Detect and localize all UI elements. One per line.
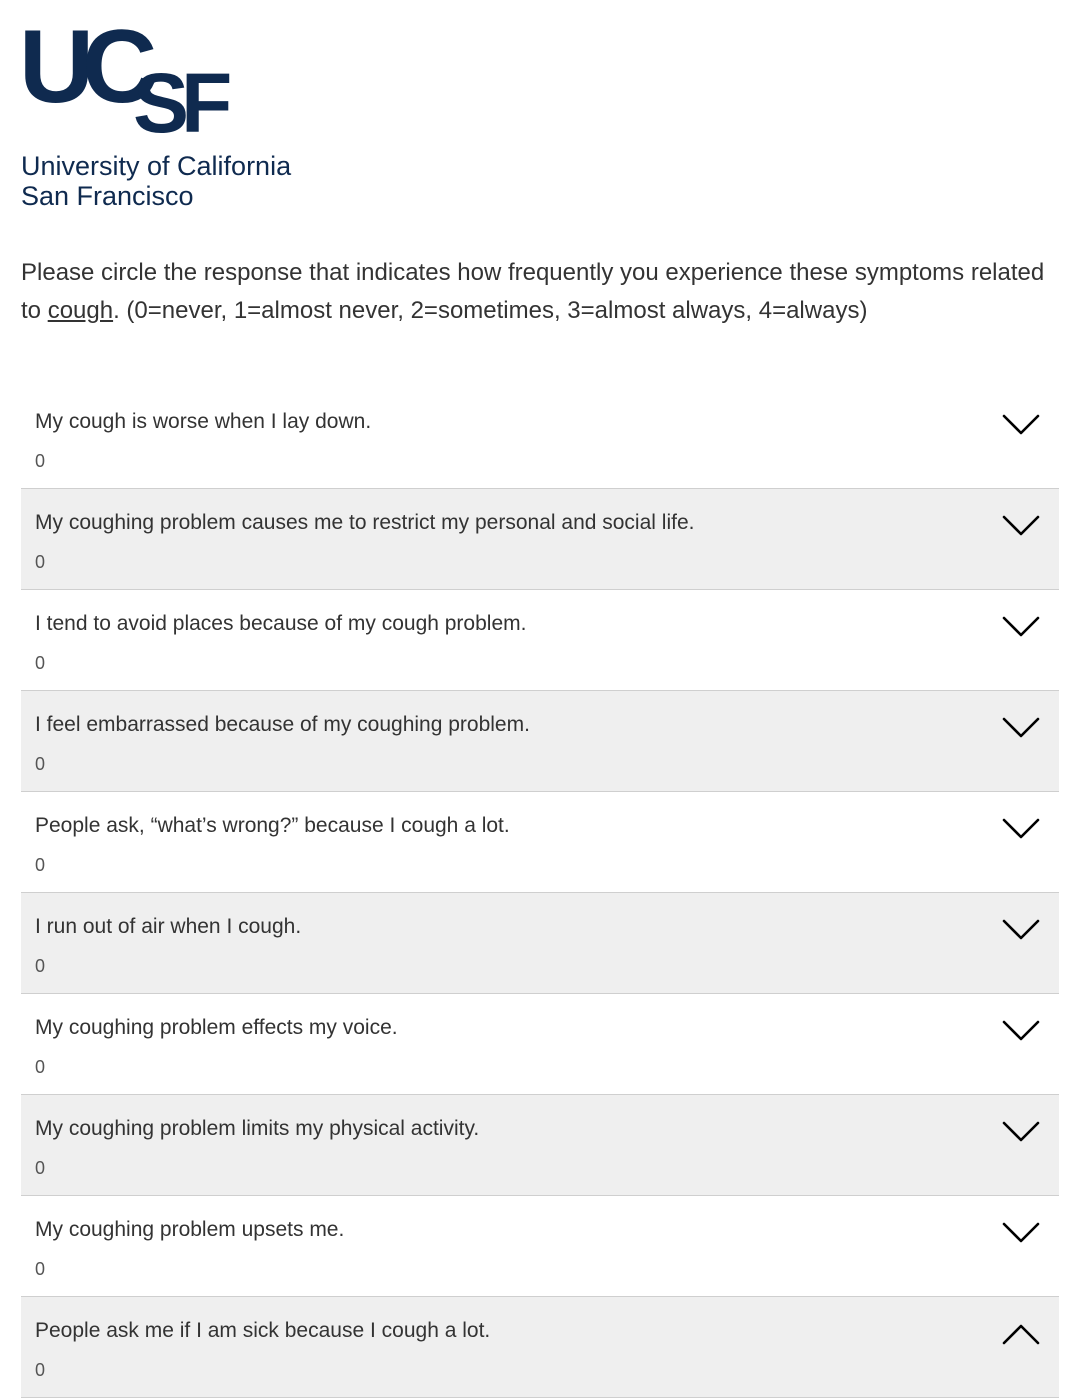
question-label: My coughing problem limits my physical activity. xyxy=(35,1117,480,1140)
question-value: 0 xyxy=(35,855,46,875)
question-item[interactable] xyxy=(21,1095,1059,1196)
chevron-down-icon[interactable] xyxy=(1002,1020,1040,1042)
ucsf-logo-mark xyxy=(19,9,261,150)
logo-campus-line: San Francisco xyxy=(21,181,194,211)
question-label: I run out of air when I cough. xyxy=(35,915,302,938)
chevron-down-icon[interactable] xyxy=(1002,616,1040,638)
question-value: 0 xyxy=(35,1259,46,1279)
question-item[interactable] xyxy=(21,1196,1059,1297)
question-value: 0 xyxy=(35,653,46,673)
ucsf-logo xyxy=(19,9,321,218)
question-item[interactable] xyxy=(21,1297,1059,1398)
question-value: 0 xyxy=(35,956,46,976)
chevron-down-icon[interactable] xyxy=(1002,1222,1040,1244)
question-label: My coughing problem effects my voice. xyxy=(35,1016,398,1039)
question-value: 0 xyxy=(35,451,46,471)
question-item[interactable] xyxy=(21,590,1059,691)
question-item[interactable] xyxy=(21,489,1059,590)
instructions-underlined-word: cough xyxy=(47,297,114,324)
chevron-down-icon[interactable] xyxy=(1002,414,1040,436)
question-value: 0 xyxy=(35,1057,46,1077)
question-label: I tend to avoid places because of my cough problem. xyxy=(35,612,527,635)
instructions-after: . (0=never, 1=almost never, 2=sometimes, 3=almost always, 4=always) xyxy=(113,297,868,324)
question-label: People ask, “what’s wrong?” because I cough a lot. xyxy=(35,814,510,837)
chevron-down-icon[interactable] xyxy=(1002,919,1040,941)
question-item[interactable] xyxy=(21,893,1059,994)
question-value: 0 xyxy=(35,1360,46,1380)
question-label: My coughing problem causes me to restrict my personal and social life. xyxy=(35,511,695,534)
chevron-up-icon[interactable] xyxy=(1002,1323,1040,1345)
question-item[interactable] xyxy=(21,691,1059,792)
instructions-text xyxy=(21,254,1051,330)
question-label: I feel embarrassed because of my coughing problem. xyxy=(35,713,530,736)
question-item[interactable] xyxy=(21,792,1059,893)
question-value: 0 xyxy=(35,1158,46,1178)
question-item[interactable] xyxy=(21,388,1059,489)
chevron-down-icon[interactable] xyxy=(1002,717,1040,739)
question-label: People ask me if I am sick because I cough a lot. xyxy=(35,1319,491,1342)
question-label: My coughing problem upsets me. xyxy=(35,1218,345,1241)
question-list xyxy=(21,388,1059,1398)
chevron-down-icon[interactable] xyxy=(1002,1121,1040,1143)
question-item[interactable] xyxy=(21,994,1059,1095)
chevron-down-icon[interactable] xyxy=(1002,818,1040,840)
question-label: My cough is worse when I lay down. xyxy=(35,410,372,433)
chevron-down-icon[interactable] xyxy=(1002,515,1040,537)
instructions-before: Please circle the response that indicates how frequently you experience these symptoms related to xyxy=(21,259,1045,324)
svg-text:SF: SF xyxy=(133,56,225,150)
svg-text:UC: UC xyxy=(19,9,146,125)
question-value: 0 xyxy=(35,754,46,774)
logo-university-line: University of California xyxy=(21,151,292,181)
question-value: 0 xyxy=(35,552,46,572)
